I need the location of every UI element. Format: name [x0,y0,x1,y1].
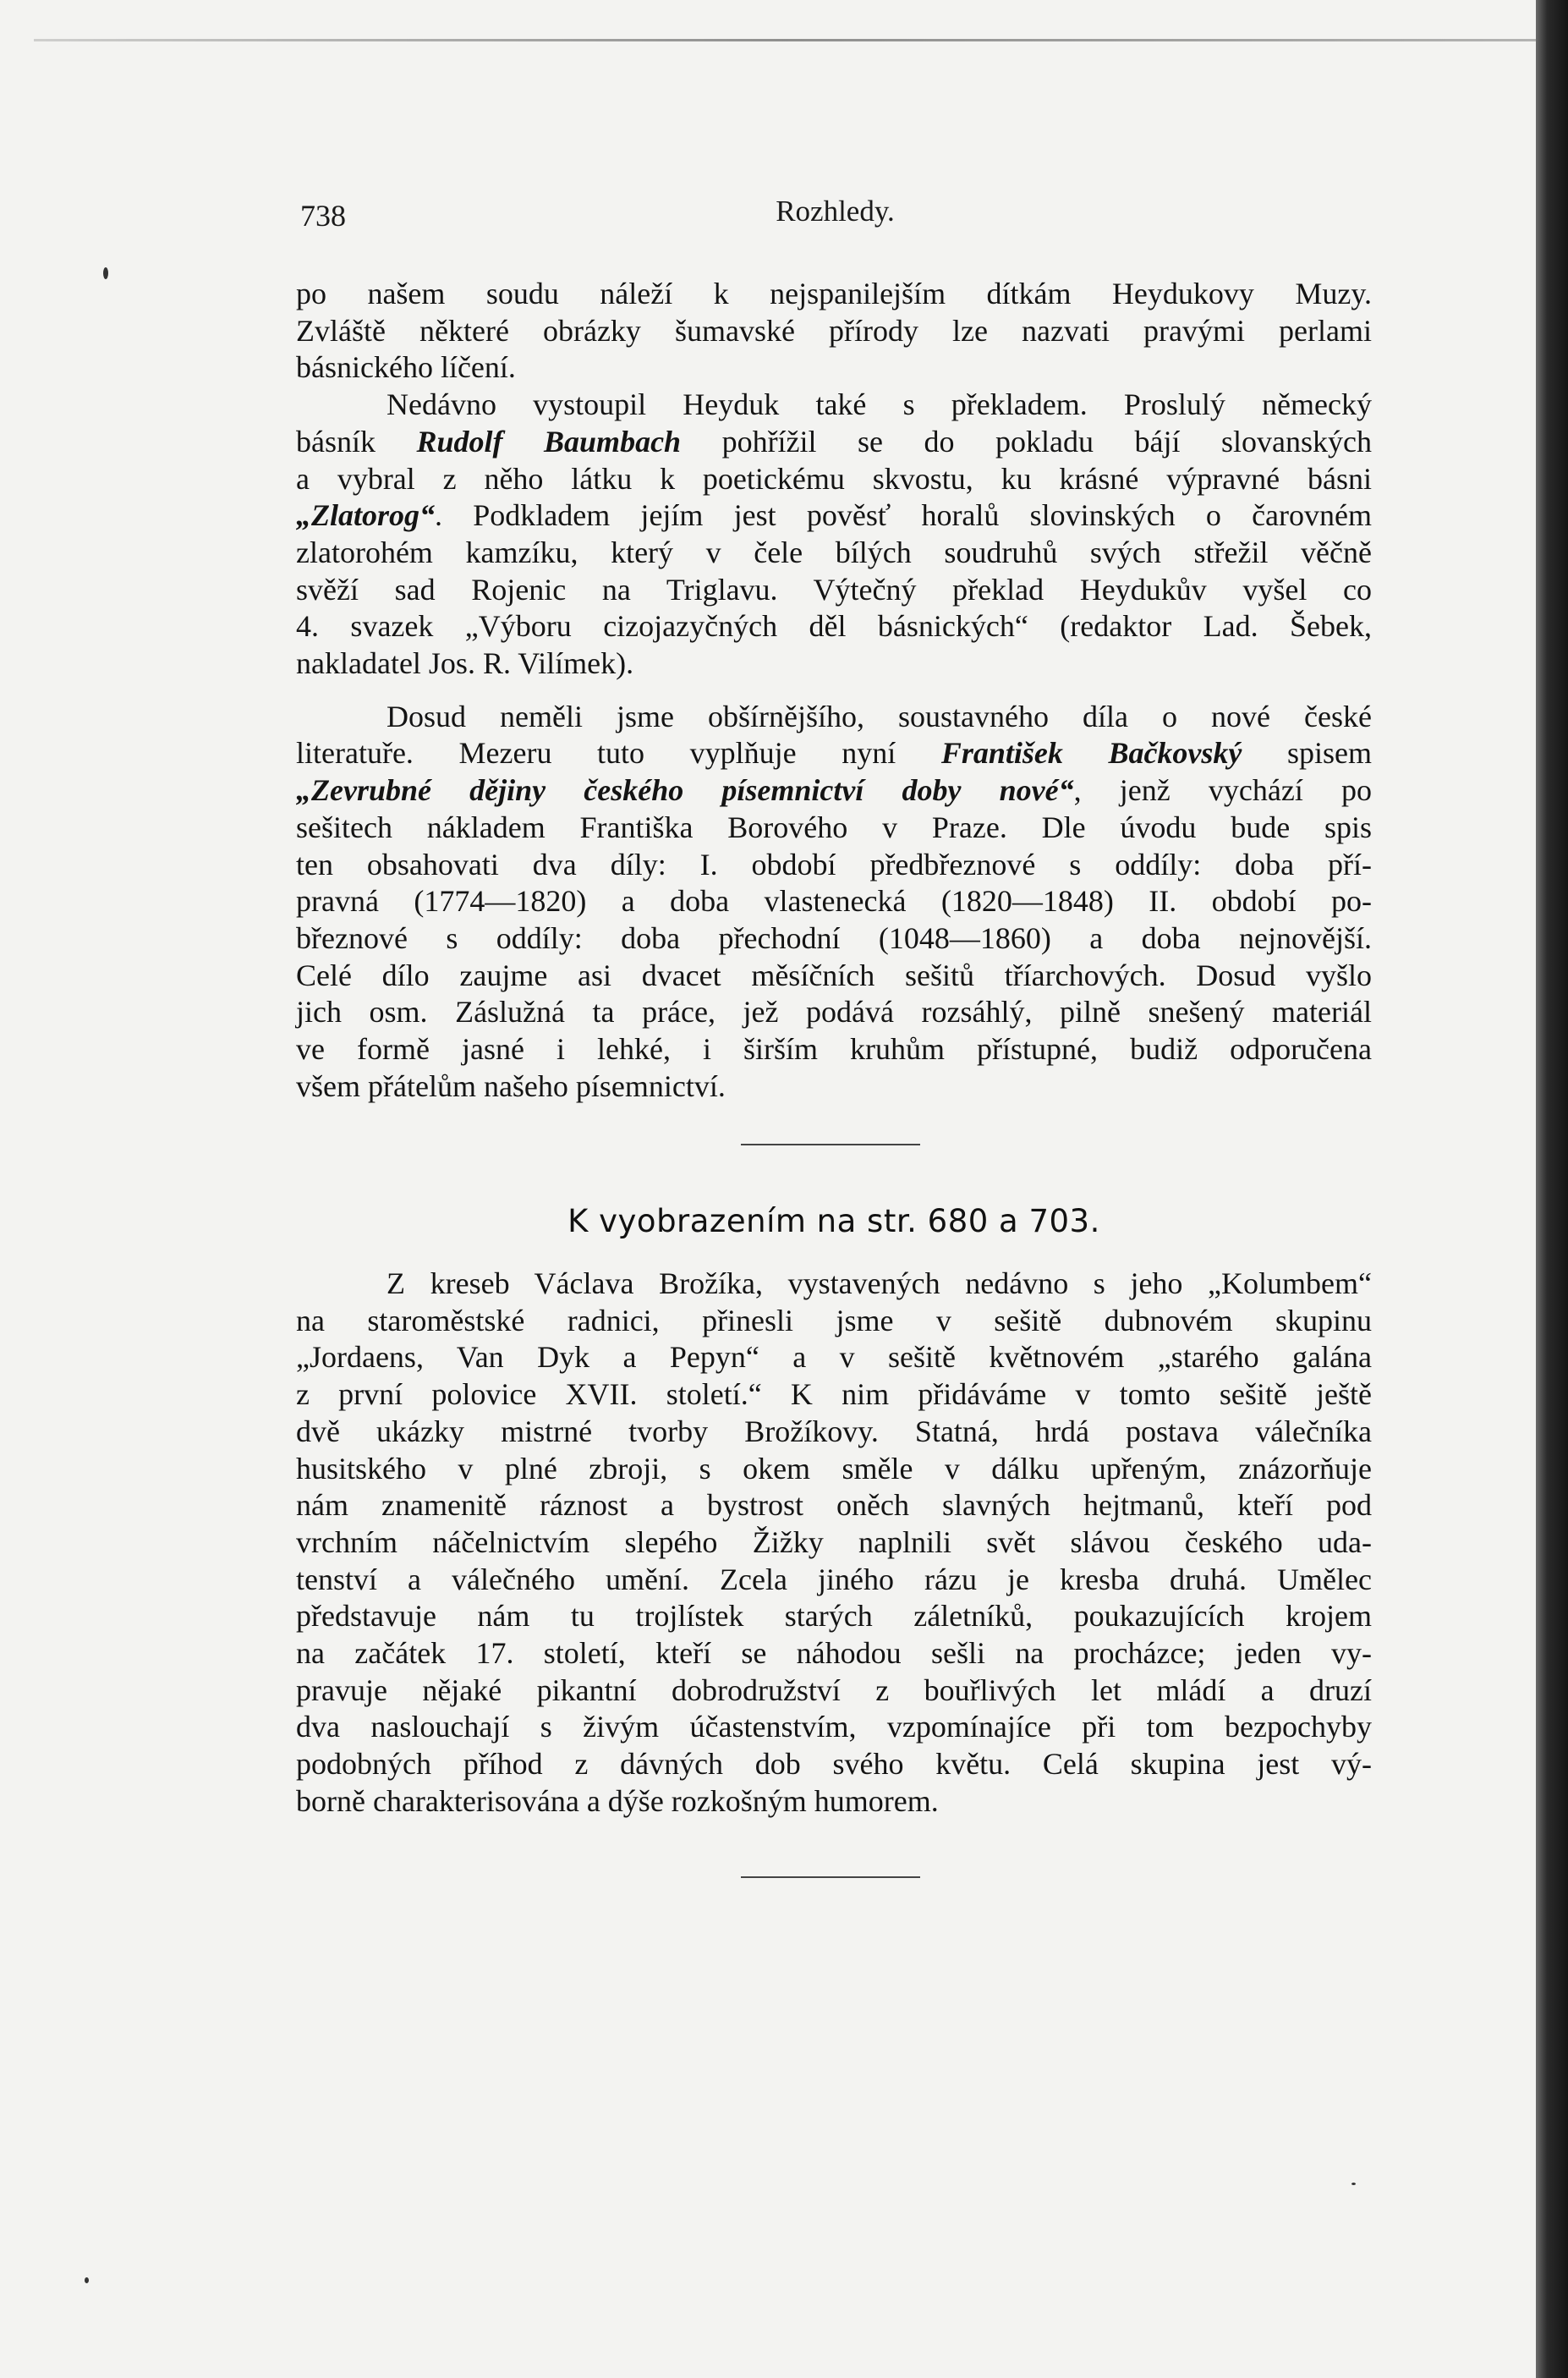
text-line: 4. svazek „Výboru cizojazyčných děl básnických“ (redaktor Lad. Šebek, [296,609,1372,644]
scan-top-edge [34,39,1536,41]
text-line: ve formě jasné i lehké, i širším kruhům přístupné, budiž odporučena [296,1032,1372,1067]
text-line: „Zevrubné dějiny českého písemnictví doby nové“, jenž vychází po [296,773,1372,808]
text-line: pravuje nějaké pikantní dobrodružství z bouřlivých let mládí a druzí [296,1672,1372,1707]
text-line: tenství a válečného umění. Zcela jiného rázu je kresba druhá. Umělec [296,1562,1372,1596]
text-line: ten obsahovati dva díly: I. období předbřeznové s oddíly: doba pří- [296,847,1372,881]
paragraph [296,699,1372,1106]
text-line: po našem soudu náleží k nejspanilejším dítkám Heydukovy Muzy. [296,277,1372,310]
text-line: představuje nám tu trojlístek starých záletníků, poukazujících krojem [296,1599,1372,1634]
author-name: Rudolf Baumbach [416,424,682,459]
paragraph [296,276,1372,387]
text-line: literatuře. Mezeru tuto vyplňuje nyní František Bačkovský spisem [296,736,1372,771]
paragraph [296,387,1372,683]
text-line: na staroměstské radnici, přinesli jsme v sešitě dubnovém skupinu [296,1303,1372,1337]
scan-speck [85,2277,89,2283]
page-number: 738 [300,199,346,233]
text-line: básnického líčení. [296,350,516,385]
page-header [300,188,1370,239]
text-line: z první polovice XVII. století.“ K nim přidáváme v tomto sešitě ještě [296,1377,1372,1412]
text-line: a vybral z něho látku k poetickému skvostu, ku krásné výpravné básni [296,461,1372,496]
text-line: pravná (1774—1820) a doba vlastenecká (1820—1848) II. období po- [296,884,1372,919]
text-line: svěží sad Rojenic na Triglavu. Výtečný překlad Heydukův vyšel co [296,572,1372,607]
text-line: zlatorohém kamzíku, který v čele bílých soudruhů svých střežil věčně [296,535,1372,569]
text-line: „Jordaens, Van Dyk a Pepyn“ a v sešitě květnovém „starého galána [296,1340,1372,1375]
text-line: dvě ukázky mistrné tvorby Brožíkovy. Statná, hrdá postava válečníka [296,1414,1372,1448]
text-line: básník Rudolf Baumbach pohřížil se do pokladu bájí slovanských [296,424,1372,459]
text-line: nám znamenitě ráznost a bystrost oněch slavných hejtmanů, kteří pod [296,1488,1372,1523]
running-head: Rozhledy. [776,195,895,228]
scan-speck [103,267,108,279]
text-line: Z kreseb Václava Brožíka, vystavených nedávno s jeho „Kolumbem“ [387,1266,1372,1300]
text-line: borně charakterisována a dýše rozkošným humorem. [296,1783,939,1818]
text-line: nakladatel Jos. R. Vilímek). [296,646,634,681]
text-line: „Zlatorog“. Podkladem jejím jest pověsť horalů slovinských o čarovném [296,498,1372,533]
work-title: „Zlatorog“ [296,498,436,533]
text-line: dva naslouchají s živým účastenstvím, vzpomínajíce při tom bezpochyby [296,1710,1372,1744]
author-name: František Bačkovský [940,736,1242,771]
body-text-lower [296,1266,1372,1821]
scan-speck [1351,2183,1356,2185]
text-line: březnové s oddíly: doba přechodní (1048—1860) a doba nejnovější. [296,920,1372,955]
end-divider [741,1876,920,1878]
text-line: Dosud neměli jsme obšírnějšího, soustavného díla o nové české [387,699,1372,733]
text-line: jich osm. Záslužná ta práce, jež podává rozsáhlý, pilně snešený materiál [296,995,1372,1030]
text-line: Nedávno vystoupil Heyduk také s překladem. Proslulý německý [387,387,1372,422]
scan-dark-edge [1536,0,1568,2378]
body-text-upper [296,276,1372,1105]
text-line: Celé dílo zaujme asi dvacet měsíčních sešitů tříarchových. Dosud vyšlo [296,958,1372,992]
text-line: podobných příhod z dávných dob svého květu. Celá skupina jest vý- [296,1747,1372,1782]
text-line: všem přátelům našeho písemnictví. [296,1068,726,1103]
text-line: vrchním náčelnictvím slepého Žižky naplnili svět slávou českého uda- [296,1524,1372,1559]
text-line: Zvláště některé obrázky šumavské přírody lze nazvati pravými perlami [296,313,1372,348]
text-line: sešitech nákladem Františka Borového v Praze. Dle úvodu bude spis [296,810,1372,844]
paragraph [296,1266,1372,1821]
section-divider [741,1144,920,1145]
work-title: „Zevrubné dějiny českého písemnictví doby nové“ [296,773,1074,808]
section-heading: K vyobrazením na str. 680 a 703. [567,1203,1100,1239]
text-line: na začátek 17. století, kteří se náhodou sešli na procházce; jeden vy- [296,1636,1372,1671]
text-line: husitského v plné zbroji, s okem směle v dálku upřeným, znázorňuje [296,1451,1372,1486]
